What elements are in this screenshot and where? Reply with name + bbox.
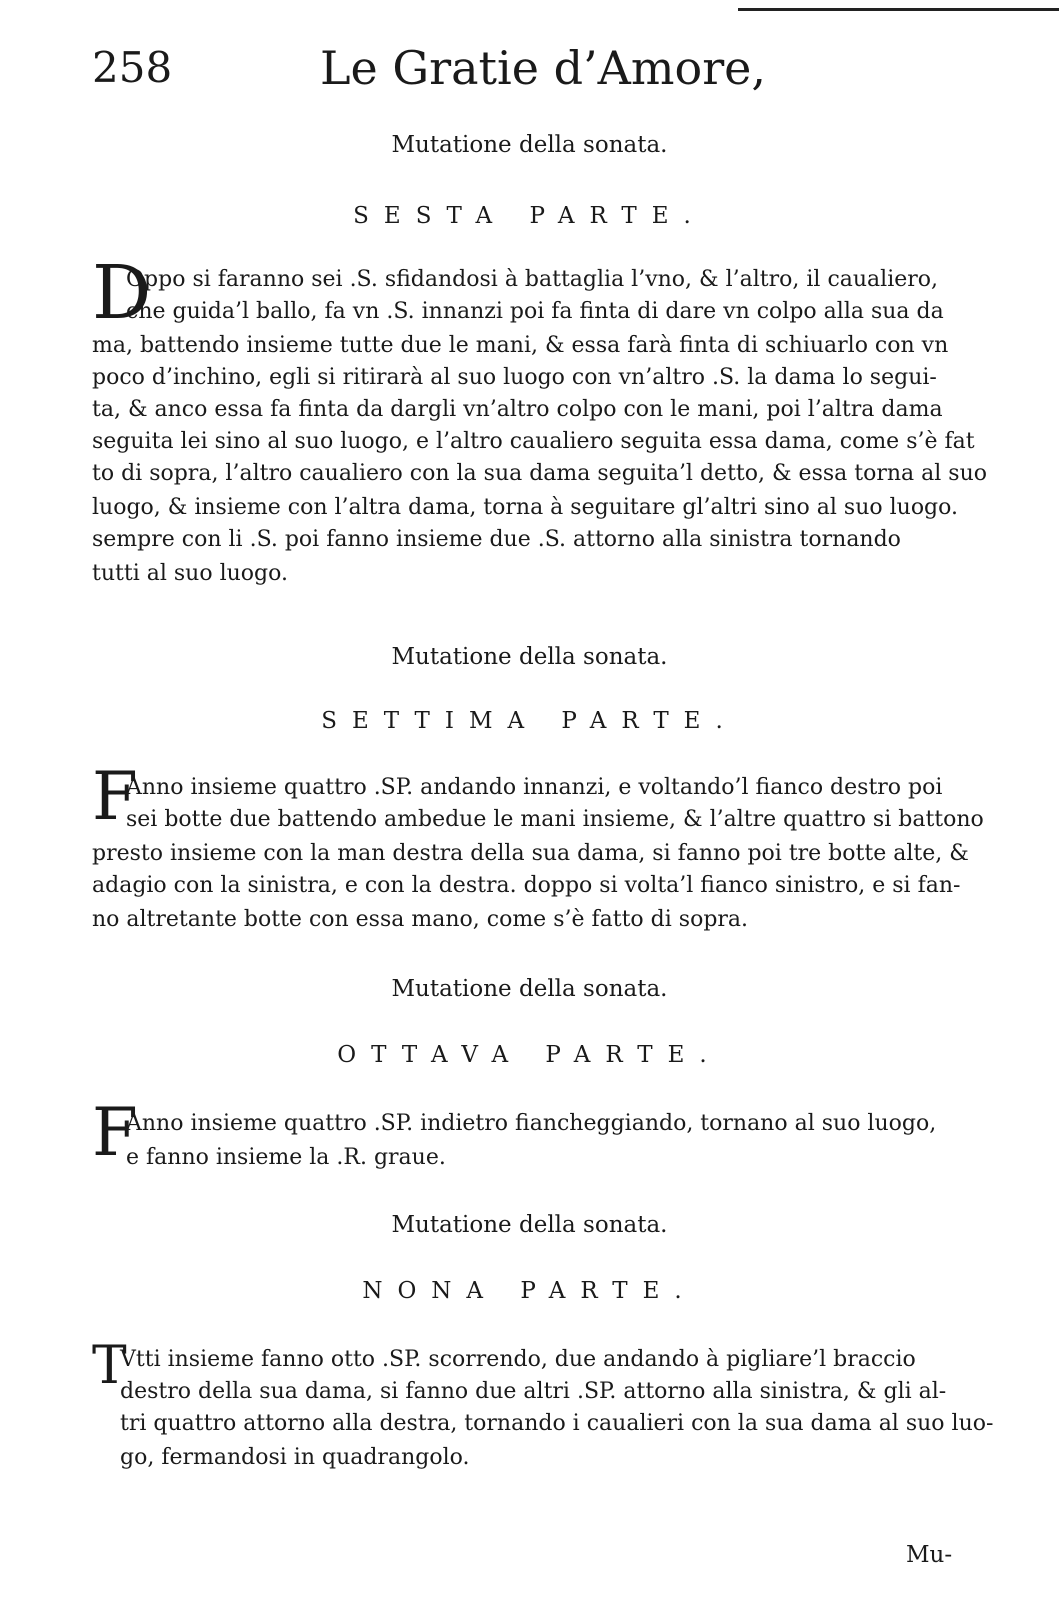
section-title: OTTAVA PARTE.: [337, 1042, 722, 1068]
text-line: seguita lei sino al suo luogo, e l’altro caualiero seguita essa dama, come s’è fat: [92, 429, 975, 454]
text-line: che guida’l ballo, fa vn .S. innanzi poi fa finta di dare vn colpo alla sua da: [126, 299, 944, 324]
text-line: poco d’inchino, egli si ritirarà al suo luogo con vn’altro .S. la dama lo segui-: [92, 365, 937, 390]
mutation-heading: Mutatione della sonata.: [391, 132, 668, 158]
text-line: Anno insieme quattro .SP. andando innanzi, e voltando’l fianco destro poi: [126, 775, 943, 800]
drop-initial: D: [92, 250, 152, 336]
section-title: NONA PARTE.: [362, 1278, 697, 1304]
paragraph: [92, 250, 1010, 602]
text-line: no altretante botte con essa mano, come s’è fatto di sopra.: [92, 907, 749, 932]
text-line: luogo, & insieme con l’altra dama, torna à seguitare gl’altri sino al suo luogo.: [92, 495, 958, 520]
page-number: 258: [92, 43, 173, 92]
text-line: tutti al suo luogo.: [92, 561, 288, 586]
text-line: Anno insieme quattro .SP. indietro fiancheggiando, tornano al suo luogo,: [126, 1111, 937, 1136]
drop-initial: F: [92, 1094, 138, 1171]
text-line: destro della sua dama, si fanno due altri .SP. attorno alla sinistra, & gli al-: [120, 1379, 947, 1404]
text-line: ta, & anco essa fa finta da dargli vn’altro colpo con le mani, poi l’altra dama: [92, 397, 943, 422]
section-title: SESTA PARTE.: [353, 203, 706, 229]
catchword: Mu-: [906, 1542, 953, 1568]
text-line: adagio con la sinistra, e con la destra. doppo si volta’l fianco sinistro, e si fan-: [92, 873, 961, 898]
text-line: sei botte due battendo ambedue le mani insieme, & l’altre quattro si battono: [126, 807, 984, 832]
text-line: to di sopra, l’altro caualiero con la sua dama seguita’l detto, & essa torna al suo: [92, 461, 987, 486]
mutation-heading: Mutatione della sonata.: [391, 644, 668, 670]
top-rule: [738, 8, 1059, 11]
section-title: SETTIMA PARTE.: [321, 708, 738, 734]
text-line: e fanno insieme la .R. graue.: [126, 1145, 446, 1170]
text-line: presto insieme con la man destra della sua dama, si fanno poi tre botte alte, &: [92, 841, 969, 866]
paragraph: [92, 1094, 1010, 1176]
text-line: Oppo si faranno sei .S. sfidandosi à battaglia l’vno, & l’altro, il caualiero,: [126, 267, 939, 292]
mutation-heading: Mutatione della sonata.: [391, 1212, 668, 1238]
text-line: ma, battendo insieme tutte due le mani, & essa farà finta di schiuarlo con vn: [92, 333, 949, 358]
text-line: tri quattro attorno alla destra, tornando i caualieri con la sua dama al suo luo-: [120, 1411, 994, 1436]
drop-initial: F: [92, 758, 138, 835]
paragraph: [92, 1336, 1010, 1482]
mutation-heading: Mutatione della sonata.: [391, 976, 668, 1002]
running-title: Le Gratie d’Amore,: [320, 41, 767, 95]
text-line: Vtti insieme fanno otto .SP. scorrendo, due andando à pigliare’l braccio: [120, 1347, 916, 1372]
drop-initial: T: [92, 1336, 127, 1396]
text-line: sempre con li .S. poi fanno insieme due .S. attorno alla sinistra tornando: [92, 527, 901, 552]
text-line: go, fermandosi in quadrangolo.: [120, 1445, 470, 1470]
paragraph: [92, 758, 1010, 940]
